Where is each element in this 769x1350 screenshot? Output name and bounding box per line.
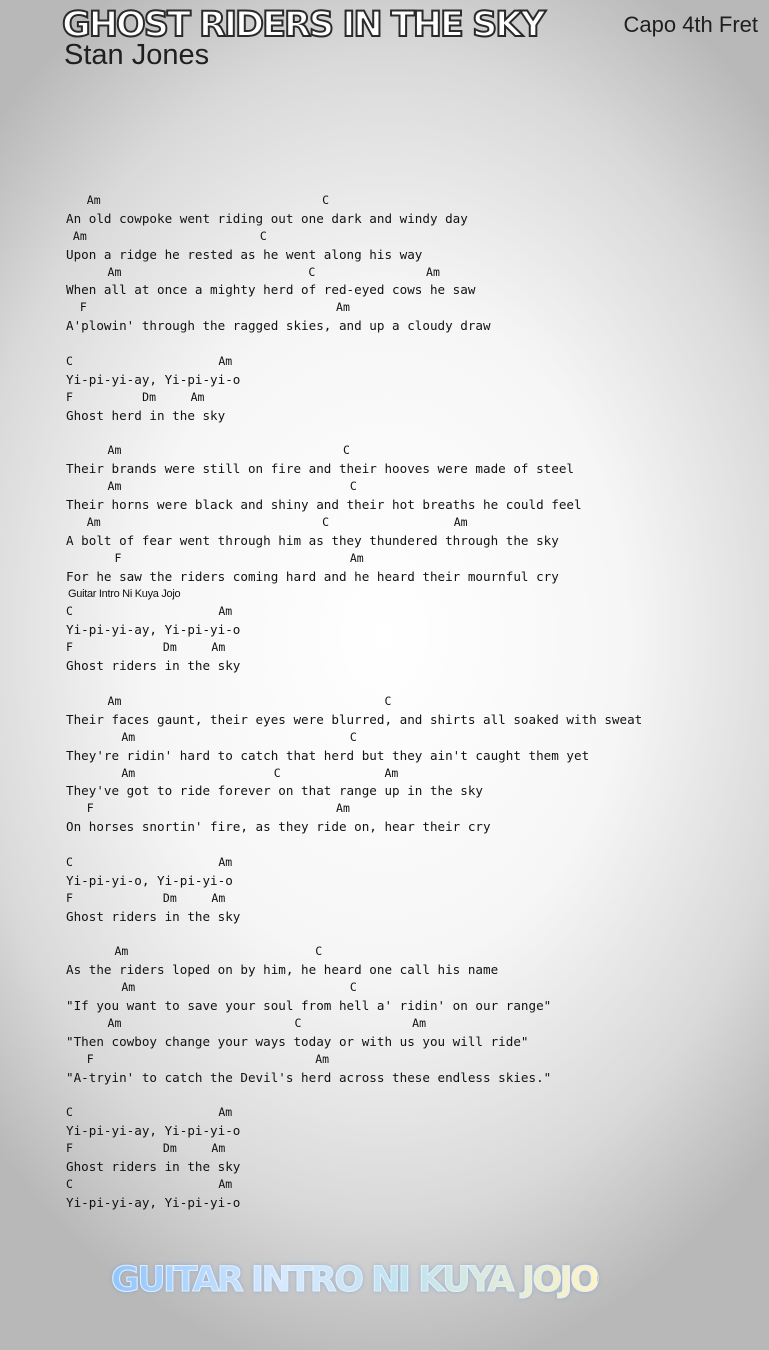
- lyric-line: Upon a ridge he rested as he went along his way: [66, 246, 423, 262]
- chord-line: Am C: [66, 193, 330, 207]
- chord-line: C Am: [66, 854, 233, 869]
- chord-sheet: [66, 192, 642, 1212]
- lyric-line: Yi-pi-yi-o, Yi-pi-yi-o: [66, 872, 233, 888]
- song-title: GHOST RIDERS IN THE SKY: [62, 5, 544, 45]
- lyric-line: They've got to ride forever on that range up in the sky: [66, 783, 484, 799]
- chord-line: Am C: [66, 693, 392, 708]
- blank-line: [66, 675, 642, 693]
- chord-line: Am C: [66, 479, 357, 494]
- lyric-line: "If you want to save your soul from hell a' ridin' on our range": [66, 998, 552, 1014]
- capo-label: Capo 4th Fret: [623, 12, 758, 37]
- chord-line: F Am: [66, 1051, 330, 1066]
- lyric-line: Ghost riders in the sky: [66, 1159, 241, 1175]
- artist-name: Stan Jones: [64, 39, 210, 71]
- lyric-line: A bolt of fear went through him as they thundered through the sky: [66, 532, 559, 548]
- chord-line: Am C: [66, 443, 350, 458]
- lyric-line: Ghost riders in the sky: [66, 908, 241, 924]
- lyric-line: Yi-pi-yi-ay, Yi-pi-yi-o: [66, 1194, 241, 1210]
- lyric-line: Their brands were still on fire and their hooves were made of steel: [66, 461, 574, 477]
- chord-line: F Am: [66, 300, 350, 315]
- chord-line: Am C: [66, 980, 357, 995]
- credit-note: Guitar Intro Ni Kuya Jojo: [68, 587, 181, 600]
- lyric-line: Their horns were black and shiny and their hot breaths he could feel: [66, 497, 582, 513]
- lyric-line: They're ridin' hard to catch that herd but they ain't caught them yet: [66, 747, 590, 763]
- blank-line: [66, 1087, 642, 1105]
- blank-line: [66, 836, 642, 854]
- lyric-line: When all at once a mighty herd of red-eyed cows he saw: [66, 282, 476, 298]
- lyric-line: On horses snortin' fire, as they ride on, hear their cry: [66, 819, 491, 835]
- lyric-line: Yi-pi-yi-ay, Yi-pi-yi-o: [66, 371, 241, 387]
- chord-line: Am C Am: [66, 1015, 427, 1030]
- chord-line: C Am: [66, 1176, 233, 1191]
- chord-line: Am C Am: [66, 765, 399, 780]
- lyric-line: "Then cowboy change your ways today or with us you will ride": [66, 1033, 529, 1049]
- chord-line: C Am: [66, 354, 233, 369]
- chord-line: F Dm Am: [66, 1141, 226, 1156]
- chord-line: F Dm Am: [66, 890, 226, 905]
- chord-line: Am C Am: [66, 264, 440, 279]
- chord-line: Am C: [66, 944, 323, 959]
- lyric-line: An old cowpoke went riding out one dark and windy day: [66, 210, 468, 226]
- chord-line: F Dm Am: [66, 389, 205, 404]
- chord-line: F Dm Am: [66, 640, 226, 655]
- lyric-line: Yi-pi-yi-ay, Yi-pi-yi-o: [66, 622, 241, 638]
- lyric-line: Ghost herd in the sky: [66, 407, 226, 423]
- lyric-line: Yi-pi-yi-ay, Yi-pi-yi-o: [66, 1123, 241, 1139]
- blank-line: [66, 425, 642, 443]
- chord-line: C Am: [66, 604, 233, 619]
- footer-banner: GUITAR INTRO NI KUYA JOJO: [111, 1260, 598, 1300]
- chord-line: C Am: [66, 1105, 233, 1120]
- lyric-line: For he saw the riders coming hard and he heard their mournful cry: [66, 568, 559, 584]
- chord-line: F Am: [66, 550, 364, 565]
- blank-line: [66, 926, 642, 944]
- lyric-line: Ghost riders in the sky: [66, 658, 241, 674]
- chord-line: Am C: [66, 228, 267, 243]
- blank-line: [66, 335, 642, 353]
- lyric-line: "A-tryin' to catch the Devil's herd across these endless skies.": [66, 1069, 552, 1085]
- chord-line: Am C Am: [66, 515, 468, 530]
- lyric-line: A'plowin' through the ragged skies, and up a cloudy draw: [66, 318, 491, 334]
- lyric-line: As the riders loped on by him, he heard one call his name: [66, 962, 499, 978]
- chord-line: Am C: [66, 729, 357, 744]
- chord-line: F Am: [66, 801, 350, 816]
- lyric-line: Their faces gaunt, their eyes were blurred, and shirts all soaked with sweat: [66, 711, 643, 727]
